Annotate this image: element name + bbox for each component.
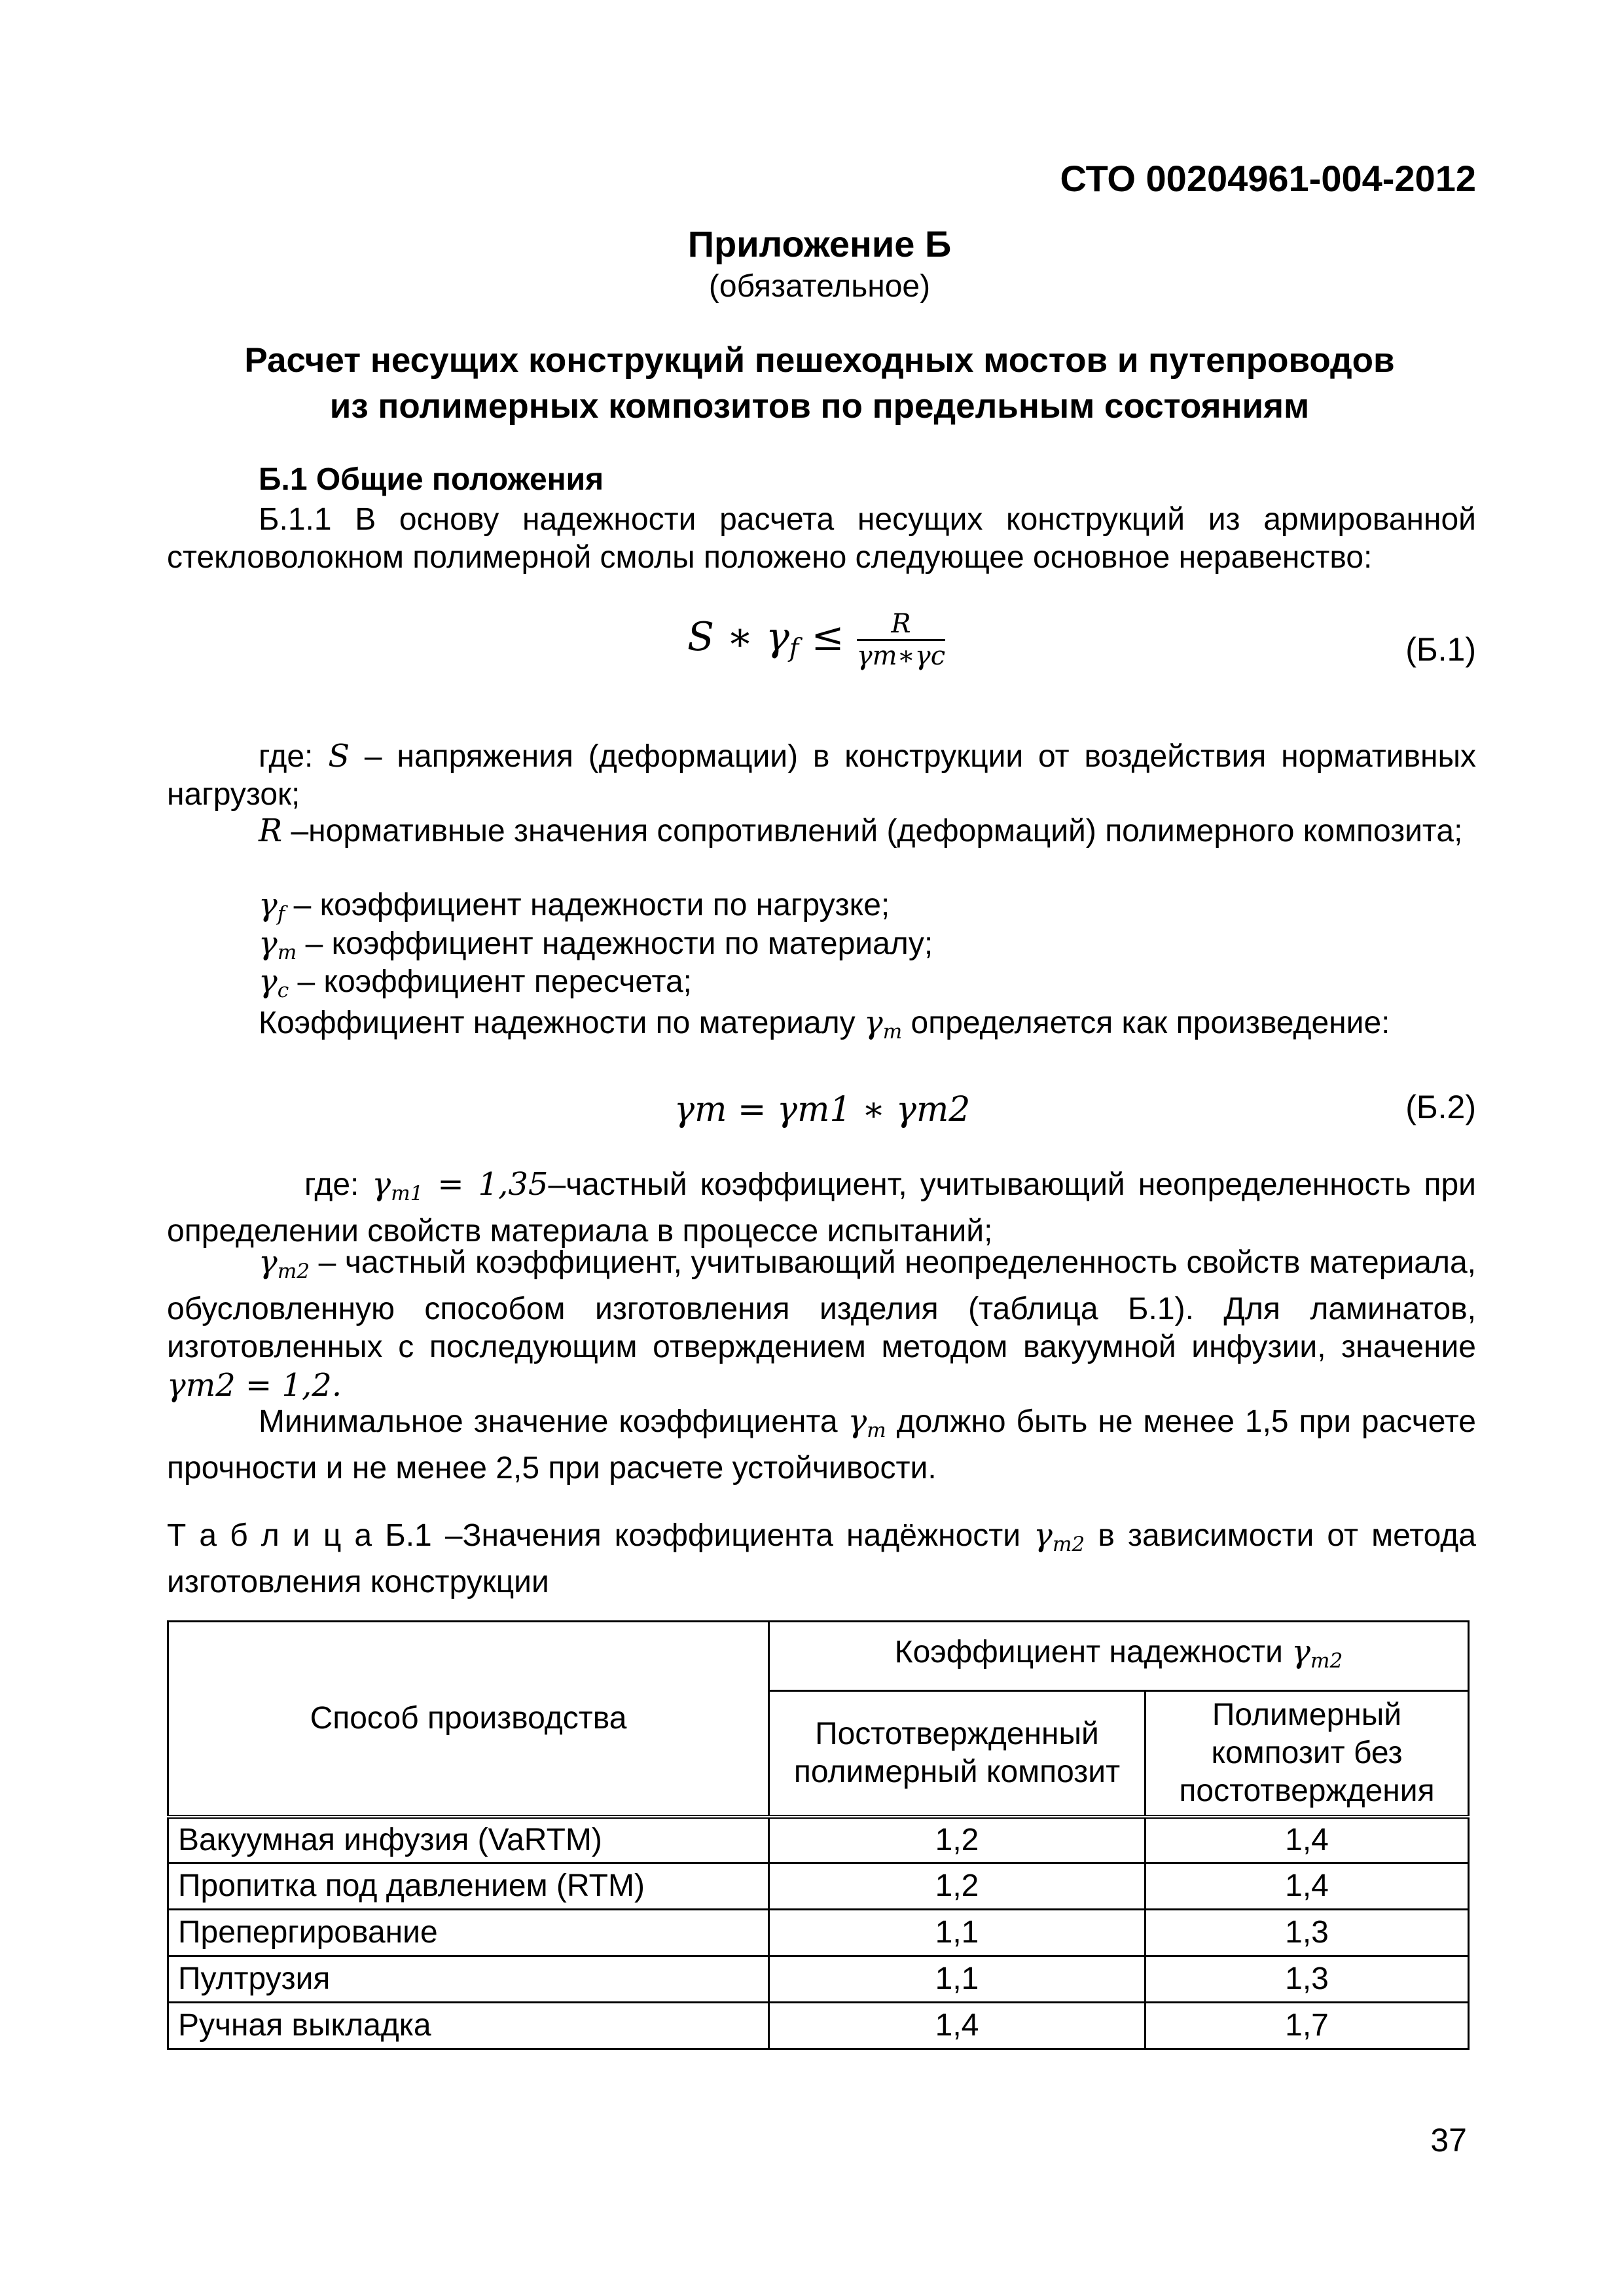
not-postcured-value: 1,4 [1146, 1863, 1469, 1910]
postcured-value: 1,1 [769, 1910, 1146, 1956]
method-cell: Ручная выкладка [168, 2003, 769, 2049]
appendix-status: (обязательное) [708, 269, 931, 304]
where-r: R –нормативные значения сопротивлений (деформаций) полимерного композита; [259, 812, 1463, 849]
page-number: 37 [1430, 2122, 1467, 2159]
method-cell: Пултрузия [168, 1956, 769, 2003]
product-paragraph: Коэффициент надежности по материалу $\gamma_m$ определяется как произведение: [259, 1004, 1390, 1044]
table-row [168, 1910, 1469, 1956]
header-postcured: Постотвержденный полимерный композит [769, 1691, 1146, 1817]
reliability-coefficient-table [167, 1620, 1470, 2050]
title-line-1: Расчет несущих конструкций пешеходных мостов и путепроводов [244, 341, 1395, 380]
table-caption: Т а б л и ц а Б.1 –Значения коэффициента надёжности $\gamma_{m2}$ в зависимости от метода изготовления конструкции [167, 1517, 1477, 1599]
where-gamma-f: $\gamma_f$ – коэффициент надежности по нагрузке; [259, 886, 890, 926]
paragraph-b11: Б.1.1 В основу надежности расчета несущих конструкций из армированной стекловолокном полимерной смолы положено следующее основное неравенство: [167, 502, 1476, 575]
not-postcured-value: 1,3 [1146, 1910, 1469, 1956]
header-not-postcured: Полимерный композит без постотверждения [1146, 1691, 1469, 1817]
postcured-value: 1,4 [769, 2003, 1146, 2049]
formula-b2: γm = γm1 ∗ γm2 [674, 1090, 971, 1129]
title-line-2: из полимерных композитов по предельным состояниям [329, 387, 1310, 426]
where-s: где: S – напряжения (деформации) в конструкции от воздействия нормативных нагрузок; [167, 738, 1476, 812]
formula-b2-label: (Б.2) [1405, 1089, 1476, 1125]
minimum-value-paragraph: Минимальное значение коэффициента $\gamma_m$ должно быть не менее 1,5 при расчете прочности и не менее 2,5 при расчете устойчивости. [167, 1403, 1476, 1485]
not-postcured-value: 1,3 [1146, 1956, 1469, 2003]
header-coefficient-group: Коэффициент надежности $\gamma_{m2}$ [769, 1622, 1469, 1691]
header-method: Способ производства [168, 1622, 769, 1817]
where-gamma-m1: где: $\gamma_{m1}$ = 1,35–частный коэффициент, учитывающий неопределенность при определении свойств материала в процессе испытаний; [167, 1166, 1476, 1248]
appendix-title: Приложение Б [687, 223, 952, 264]
table-row [168, 1817, 1469, 1863]
formula-b1-label: (Б.1) [1405, 631, 1476, 668]
formula-b1: S ∗ $\gamma_f$ ≤ $\frac{R}{\gamma m∗\gamma c}$ [687, 609, 946, 671]
method-cell: Вакуумная инфузия (VaRTM) [168, 1817, 769, 1863]
table-row [168, 2003, 1469, 2049]
method-cell: Пропитка под давлением (RTM) [168, 1863, 769, 1910]
table-row [168, 1956, 1469, 2003]
section-heading: Б.1 Общие положения [259, 462, 604, 497]
postcured-value: 1,2 [769, 1863, 1146, 1910]
postcured-value: 1,1 [769, 1956, 1146, 2003]
not-postcured-value: 1,4 [1146, 1817, 1469, 1863]
table-row [168, 1863, 1469, 1910]
where-gamma-m2: $\gamma_{m2}$ – частный коэффициент, учитывающий неопределенность свойств материала, обусловленную способом изготовления изделия (таблица Б.1). Для ламинатов, изготовленных с последующим отверждением методом вакуумной инфузии, значение γm2 = 1,2. [167, 1244, 1476, 1404]
where-gamma-c: $\gamma_c$ – коэффициент пересчета; [259, 963, 692, 1002]
not-postcured-value: 1,7 [1146, 2003, 1469, 2049]
postcured-value: 1,2 [769, 1817, 1146, 1863]
where-gamma-m: $\gamma_m$ – коэффициент надежности по материалу; [259, 925, 933, 964]
method-cell: Препергирование [168, 1910, 769, 1956]
document-code: СТО 00204961-004-2012 [1060, 158, 1476, 199]
